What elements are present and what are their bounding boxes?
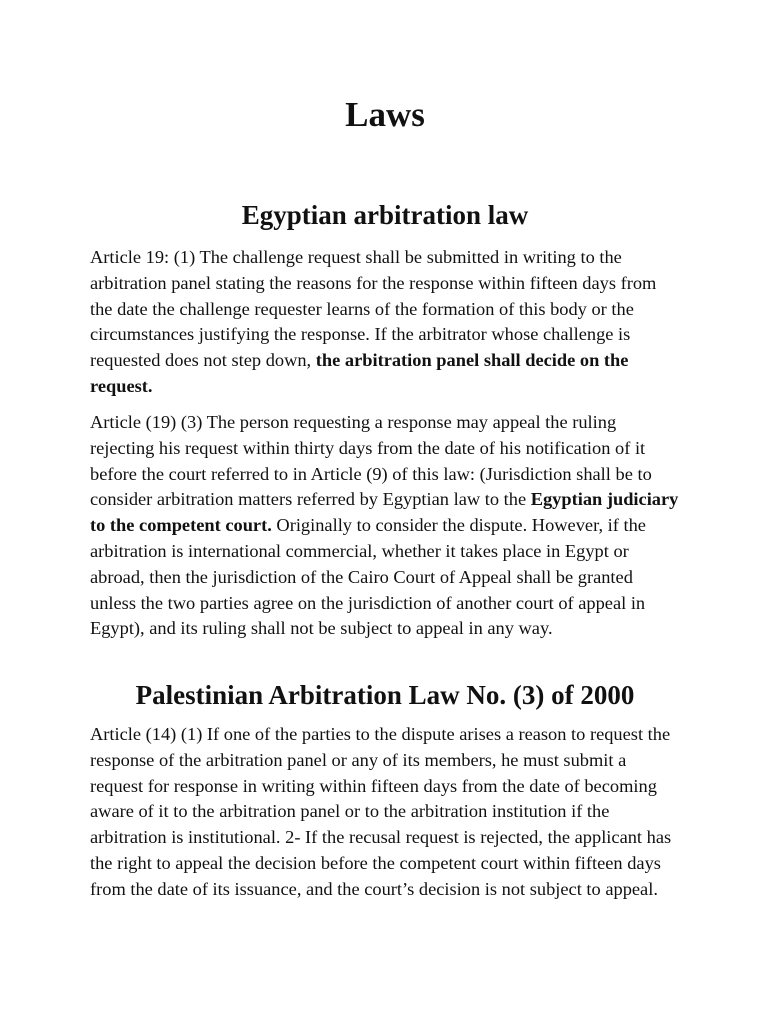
paragraph-bold-text: the arbitration panel shall decide on the request. bbox=[90, 350, 629, 396]
paragraph-text: Originally to consider the dispute. However, if the arbitration is international commercial, whether it takes place in Egypt or abroad, then the jurisdiction of the Cairo Court of Appeal shall be granted unless the two parties agree on the jurisdiction of another court of appeal in Egypt), and its ruling shall not be subject to appeal in any way. bbox=[90, 515, 646, 639]
article-14-paragraph: Article (14) (1) If one of the parties to the dispute arises a reason to request the response of the arbitration panel or any of its members, he must submit a request for response in writing within fifteen days from the date of becoming aware of it to the arbitration panel or to the arbitration institution if the arbitration is institutional. 2- If the recusal request is rejected, the applicant has the right to appeal the decision before the competent court within fifteen days from the date of its issuance, and the court’s decision is not subject to appeal. bbox=[90, 724, 672, 899]
paragraph-text: Article 19: (1) The challenge request shall be submitted in writing to the arbitration panel stating the reasons for the response within fifteen days from the date the challenge requester learns of the formation of this body or the circumstances justifying the response. If the arbitrator whose challenge is requested does not step down, bbox=[90, 247, 657, 371]
paragraph-bold-text: Egyptian judiciary to the competent court. bbox=[90, 489, 679, 536]
section-heading-egyptian-arbitration-law: Egyptian arbitration law bbox=[241, 200, 529, 230]
page-title: Laws bbox=[345, 95, 425, 134]
section-heading-palestinian-arbitration-law: Palestinian Arbitration Law No. (3) of 2000 bbox=[135, 680, 635, 710]
article-19-1-paragraph bbox=[90, 245, 680, 400]
paragraph-text: Article (19) (3) The person requesting a response may appeal the ruling rejecting his request within thirty days from the date of his notification of it before the court referred to in Article (9) of this law: (Jurisdiction shall be to consider arbitration matters referred by Egyptian law to the bbox=[90, 412, 652, 510]
article-19-3-paragraph bbox=[90, 410, 680, 642]
